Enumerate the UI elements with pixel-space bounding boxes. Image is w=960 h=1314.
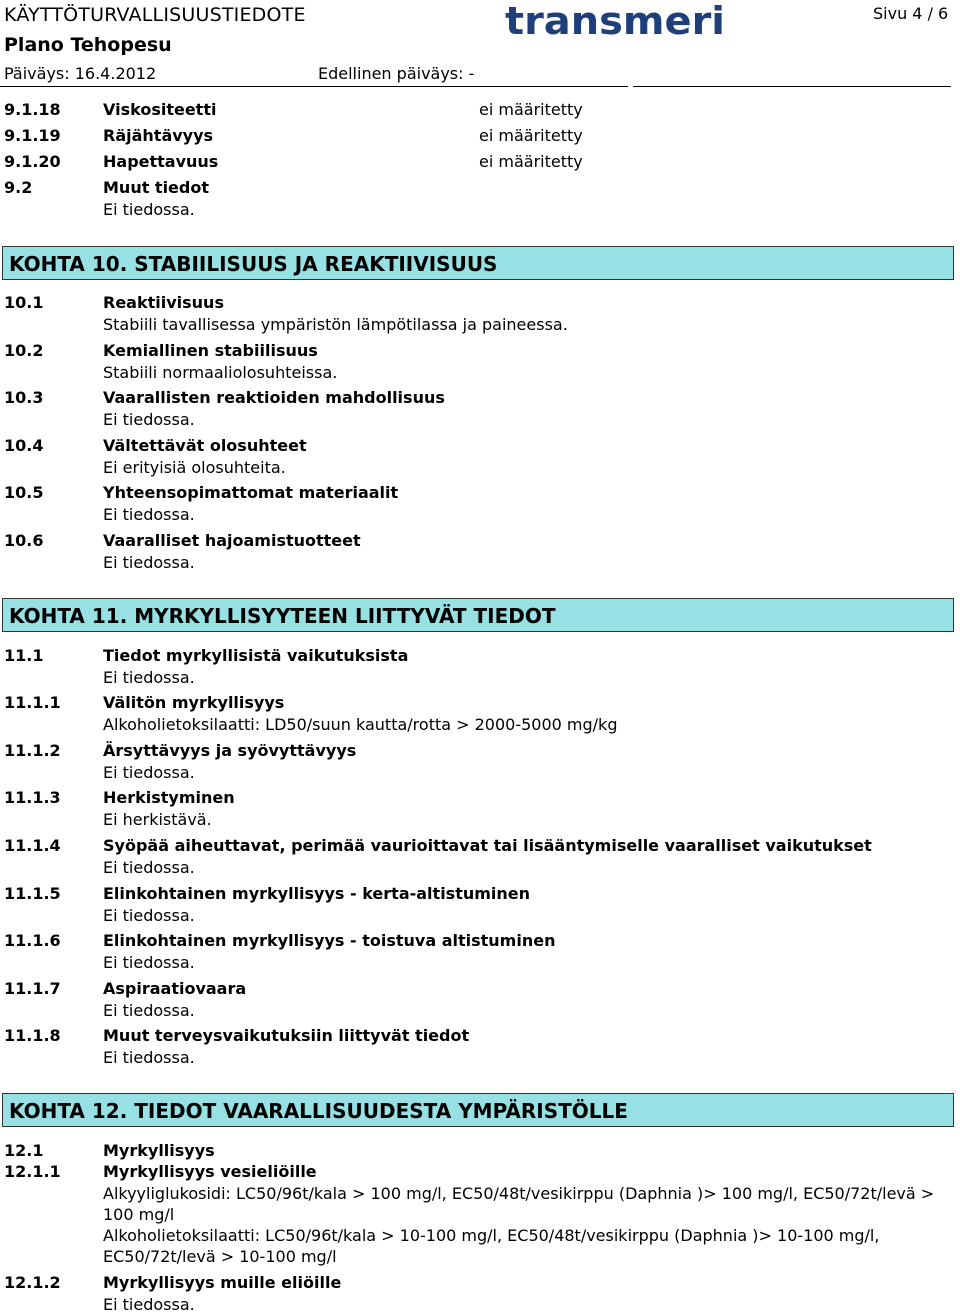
item-title: Reaktiivisuus	[103, 293, 224, 312]
item-title: Myrkyllisyys muille eliöille	[103, 1273, 342, 1292]
item-text: Alkoholietoksilaatti: LC50/96t/kala > 10-100 mg/l, EC50/48t/vesikirppu (Daphnia )> 10-100 mg/l, EC50/72t/levä > 10-100 mg/l	[103, 1226, 880, 1266]
item-text: Stabiili tavallisessa ympäristön lämpötilassa ja paineessa.	[103, 315, 568, 334]
transmeri-logo	[505, 4, 727, 44]
header-rule-left	[0, 86, 628, 87]
item-text: Ei tiedossa.	[103, 858, 195, 877]
item-number: 11.1.2	[4, 741, 61, 760]
item-text: Ei herkistävä.	[103, 810, 212, 829]
item-title: Viskositeetti	[103, 100, 217, 119]
item-title: Syöpää aiheuttavat, perimää vaurioittavat tai lisääntymiselle vaaralliset vaikutukset	[103, 836, 872, 855]
item-text: Ei tiedossa.	[103, 410, 195, 429]
item-text: Ei tiedossa.	[103, 763, 195, 782]
section-12-heading: KOHTA 12. TIEDOT VAARALLISUUDESTA YMPÄRISTÖLLE	[2, 1093, 954, 1127]
item-number: 12.1	[4, 1141, 44, 1160]
item-number: 10.4	[4, 436, 44, 455]
item-title: Herkistyminen	[103, 788, 235, 807]
item-text: Ei tiedossa.	[103, 200, 195, 219]
item-value: ei määritetty	[479, 100, 583, 119]
item-title: Myrkyllisyys	[103, 1141, 215, 1160]
item-number: 10.2	[4, 341, 44, 360]
page-number: Sivu 4 / 6	[873, 4, 949, 23]
item-number: 11.1.7	[4, 979, 61, 998]
item-number: 9.1.19	[4, 126, 61, 145]
item-title: Muut terveysvaikutuksiin liittyvät tiedot	[103, 1026, 470, 1045]
previous-date: Edellinen päiväys: -	[318, 64, 475, 83]
item-number: 11.1	[4, 646, 44, 665]
item-text: Alkoholietoksilaatti: LD50/suun kautta/rotta > 2000-5000 mg/kg	[103, 715, 618, 734]
item-text: Stabiili normaaliolosuhteissa.	[103, 363, 338, 382]
item-text: Ei tiedossa.	[103, 1001, 195, 1020]
header-rule-right	[633, 86, 951, 87]
item-number: 11.1.1	[4, 693, 61, 712]
item-title: Aspiraatiovaara	[103, 979, 247, 998]
item-value: ei määritetty	[479, 126, 583, 145]
item-title: Räjähtävyys	[103, 126, 214, 145]
item-value: ei määritetty	[479, 152, 583, 171]
item-number: 10.3	[4, 388, 44, 407]
item-number: 9.1.18	[4, 100, 61, 119]
item-title: Vaarallisten reaktioiden mahdollisuus	[103, 388, 445, 407]
item-title: Välitön myrkyllisyys	[103, 693, 285, 712]
item-title: Myrkyllisyys vesieliöille	[103, 1162, 317, 1181]
item-title: Muut tiedot	[103, 178, 209, 197]
item-text: Ei erityisiä olosuhteita.	[103, 458, 286, 477]
section-10-heading: KOHTA 10. STABIILISUUS JA REAKTIIVISUUS	[2, 246, 954, 280]
item-text: Ei tiedossa.	[103, 668, 195, 687]
item-title: Elinkohtainen myrkyllisyys - toistuva altistuminen	[103, 931, 556, 950]
item-number: 10.5	[4, 483, 44, 502]
item-number: 12.1.2	[4, 1273, 61, 1292]
document-title: KÄYTTÖTURVALLISUUSTIEDOTE	[4, 4, 306, 26]
logo-text: transmeri	[505, 4, 725, 40]
item-number: 9.2	[4, 178, 33, 197]
item-number: 11.1.8	[4, 1026, 61, 1045]
item-title: Tiedot myrkyllisistä vaikutuksista	[103, 646, 409, 665]
item-number: 9.1.20	[4, 152, 61, 171]
item-text: Ei tiedossa.	[103, 906, 195, 925]
item-title: Vältettävät olosuhteet	[103, 436, 307, 455]
item-title: Vaaralliset hajoamistuotteet	[103, 531, 361, 550]
item-text: Ei tiedossa.	[103, 1048, 195, 1067]
item-title: Ärsyttävyys ja syövyttävyys	[103, 741, 357, 760]
item-title: Hapettavuus	[103, 152, 219, 171]
item-text: Ei tiedossa.	[103, 553, 195, 572]
logo-graphic	[505, 4, 727, 40]
item-title: Elinkohtainen myrkyllisyys - kerta-altistuminen	[103, 884, 531, 903]
item-number: 11.1.4	[4, 836, 61, 855]
item-title: Kemiallinen stabiilisuus	[103, 341, 318, 360]
item-number: 11.1.5	[4, 884, 61, 903]
product-name: Plano Tehopesu	[4, 34, 172, 56]
document-date: Päiväys: 16.4.2012	[4, 64, 157, 83]
item-number: 12.1.1	[4, 1162, 61, 1181]
item-number: 11.1.3	[4, 788, 61, 807]
section-11-heading: KOHTA 11. MYRKYLLISYYTEEN LIITTYVÄT TIEDOT	[2, 598, 954, 632]
item-number: 10.6	[4, 531, 44, 550]
item-text: Ei tiedossa.	[103, 505, 195, 524]
item-text: Ei tiedossa.	[103, 953, 195, 972]
item-number: 10.1	[4, 293, 44, 312]
item-number: 11.1.6	[4, 931, 61, 950]
item-text: Alkyyliglukosidi: LC50/96t/kala > 100 mg/l, EC50/48t/vesikirppu (Daphnia )> 100 mg/l, EC50/72t/levä > 100 mg/l	[103, 1184, 935, 1224]
item-text: Ei tiedossa.	[103, 1295, 195, 1314]
item-title: Yhteensopimattomat materiaalit	[103, 483, 399, 502]
